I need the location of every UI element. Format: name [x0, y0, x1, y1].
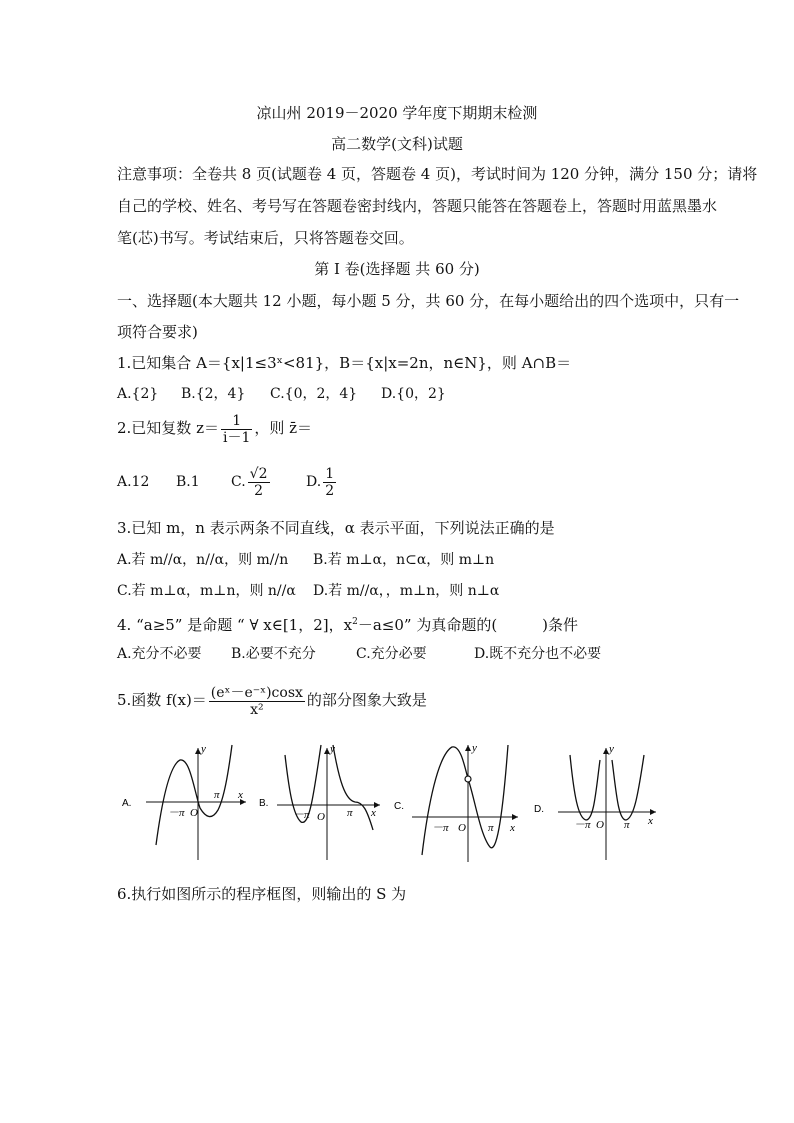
q2-prefix: 2.已知复数 z＝ — [117, 419, 219, 437]
q1-stem: 1.已知集合 A＝{x|1≤3ˣ<81}，B＝{x|x=2n，n∈N}，则 A∩B＝ — [117, 354, 572, 372]
q2-stem — [117, 410, 312, 446]
q5-prefix: 5.函数 f(x)＝ — [117, 691, 207, 709]
y-axis-arrow-icon — [465, 745, 471, 751]
x-label: x — [648, 815, 653, 827]
notice-line-3: 笔(芯)书写。考试结束后，只将答题卷交回。 — [117, 229, 414, 247]
q4-stem — [117, 612, 578, 635]
q2-option-c-den: 2 — [254, 482, 264, 499]
origin-label: O — [458, 822, 466, 834]
notice-line-1: 注意事项：全卷共 8 页(试题卷 4 页，答题卷 4 页)，考试时间为 120 分钟，满分 150 分；请将 — [117, 165, 758, 183]
q2-option-a: A.12 — [117, 474, 150, 490]
q3-option-a: A.若 m//α，n//α，则 m//n — [117, 552, 289, 568]
section-line-2: 项符合要求) — [117, 323, 198, 341]
pi-label: π — [624, 819, 630, 831]
origin-label: O — [190, 807, 198, 819]
q3-option-b: B.若 m⊥α，n⊂α，则 m⊥n — [313, 552, 495, 568]
q4-sup: 2 — [352, 617, 358, 627]
origin-label: O — [596, 819, 604, 831]
q5-graph-d — [530, 740, 670, 865]
q5-graph-c — [390, 735, 530, 865]
q4-option-b: B.必要不充分 — [231, 646, 316, 662]
q5-suffix: 的部分图象大致是 — [306, 691, 427, 709]
x-axis-arrow-icon — [512, 814, 518, 820]
q2-option-b: B.1 — [176, 474, 200, 490]
q2-option-d — [306, 460, 338, 504]
q4-option-d: D.既不充分也不必要 — [474, 646, 602, 662]
section-line-1: 一、选择题(本大题共 12 小题，每小题 5 分，共 60 分，在每小题给出的四个选项中，只有一 — [117, 292, 740, 310]
neg-pi-label: －π — [574, 819, 591, 831]
q5-stem — [117, 678, 427, 722]
q2-fraction — [221, 413, 252, 446]
q5-graph-a-label: A. — [122, 798, 132, 809]
q5-den: x² — [250, 701, 264, 718]
q5-graph-b-label: B. — [259, 798, 269, 809]
curve — [156, 745, 232, 845]
q1-option-b: B.{2，4} — [181, 386, 246, 402]
q2-den: i－1 — [222, 429, 251, 446]
q6-stem: 6.执行如图所示的程序框图，则输出的 S 为 — [117, 885, 407, 903]
q5-graph-b — [255, 740, 395, 865]
origin-label: O — [317, 811, 325, 823]
q2-option-d-den: 2 — [325, 482, 335, 499]
notice-line-2: 自己的学校、姓名、考号写在答题卷密封线内，答题只能答在答题卷上，答题时用蓝黑墨水 — [117, 197, 718, 215]
neg-pi-label: －π — [293, 809, 310, 821]
q2-option-d-label: D. — [306, 474, 322, 490]
curve-left — [570, 755, 600, 820]
y-label: y — [609, 743, 614, 755]
q3-option-d: D.若 m//α，，m⊥n，则 n⊥α — [313, 583, 500, 599]
q5-graph-a — [118, 740, 258, 865]
x-label: x — [510, 822, 515, 834]
q3-stem: 3.已知 m，n 表示两条不同直线，α 表示平面，下列说法正确的是 — [117, 519, 555, 537]
q2-option-c-num: √2 — [249, 465, 268, 482]
q2-suffix: ，则 z̄＝ — [254, 419, 313, 437]
x-label: x — [238, 789, 243, 801]
q2-option-d-fraction — [323, 466, 336, 499]
pi-label: π — [214, 789, 220, 801]
q5-graph-c-label: C. — [394, 801, 404, 812]
q2-option-d-num: 1 — [325, 465, 335, 482]
q1-option-d: D.{0，2} — [381, 386, 446, 402]
curve — [422, 745, 508, 855]
q4-option-a: A.充分不必要 — [117, 646, 202, 662]
q1-option-c: C.{0，2，4} — [270, 386, 358, 402]
q2-num: 1 — [221, 413, 252, 430]
q4-option-c: C.充分必要 — [356, 646, 427, 662]
volume-title: 第 I 卷(选择题 共 60 分) — [314, 260, 480, 278]
q2-option-c-label: C. — [231, 474, 246, 490]
neg-pi-label: －π — [168, 807, 185, 819]
x-label: x — [371, 807, 376, 819]
q4-stem-part1: 4. “a≥5” 是命题 “ ∀ x∈[1，2]，x — [117, 616, 353, 634]
neg-pi-label: －π — [432, 822, 449, 834]
q5-fraction — [209, 685, 305, 718]
curve-right — [612, 755, 644, 820]
q2-option-c-fraction — [248, 466, 270, 499]
hollow-point-icon — [465, 776, 471, 782]
q2-option-c — [231, 460, 272, 504]
q5-graph-d-label: D. — [534, 804, 544, 815]
exam-title: 凉山州 2019－2020 学年度下期期末检测 — [256, 104, 538, 122]
q3-option-c: C.若 m⊥α，m⊥n，则 n//α — [117, 583, 296, 599]
q4-stem-part2: －a≤0” 为真命题的( )条件 — [357, 616, 579, 634]
y-label: y — [201, 743, 206, 755]
exam-subtitle: 高二数学(文科)试题 — [331, 135, 463, 153]
curve-right — [333, 745, 373, 830]
pi-label: π — [488, 822, 494, 834]
pi-label: π — [347, 807, 353, 819]
q5-num: (eˣ－e⁻ˣ)cosx — [210, 684, 303, 701]
q1-option-a: A.{2} — [117, 386, 159, 402]
y-label: y — [330, 743, 335, 755]
y-label: y — [472, 742, 477, 754]
